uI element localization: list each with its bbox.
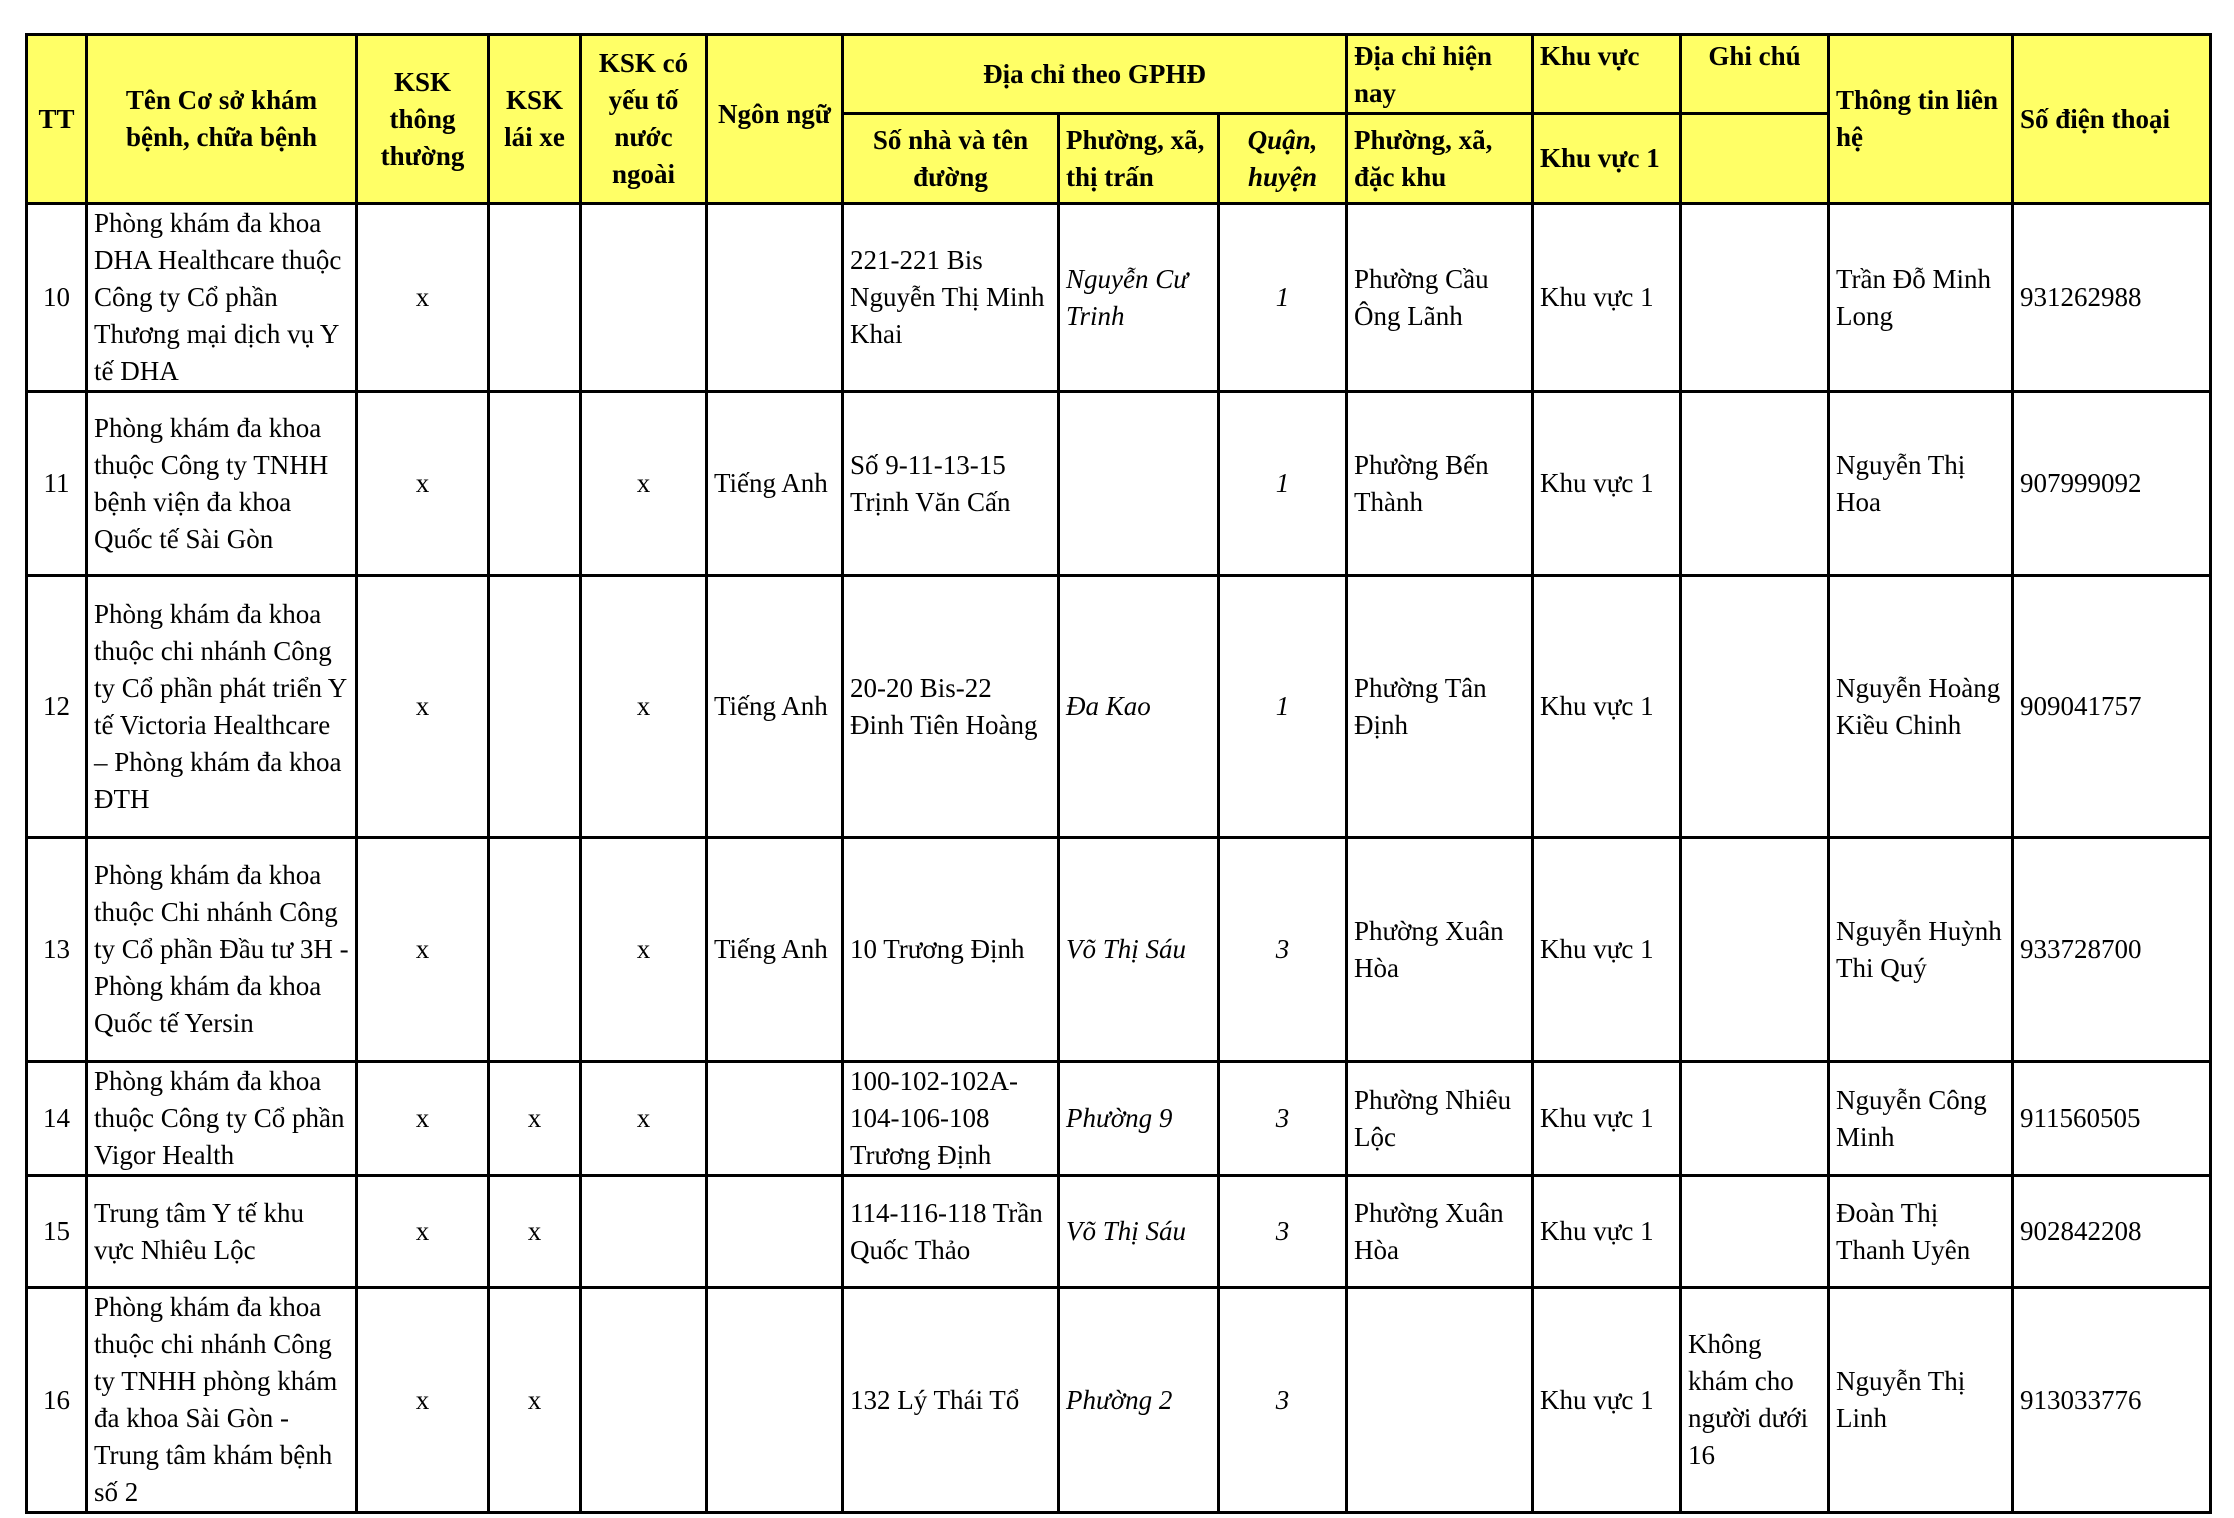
header-ksk-driver: KSK lái xe <box>489 35 581 204</box>
region-cell: Khu vực 1 <box>1533 392 1681 576</box>
table-row <box>27 1062 2211 1176</box>
row-number: 16 <box>27 1288 87 1513</box>
header-phone: Số điện thoại <box>2013 35 2211 204</box>
header-note: Ghi chú <box>1681 35 1829 114</box>
region-cell: Khu vực 1 <box>1533 838 1681 1062</box>
ksk-driver-mark <box>489 204 581 392</box>
ward-cell: Võ Thị Sáu <box>1059 838 1219 1062</box>
ksk-driver-mark <box>489 392 581 576</box>
facility-name: Phòng khám đa khoa thuộc chi nhánh Công ty TNHH phòng khám đa khoa Sài Gòn - Trung tâm khám bệnh số 2 <box>87 1288 357 1513</box>
district-cell: 3 <box>1219 1062 1347 1176</box>
ksk-foreign-mark: x <box>581 392 707 576</box>
street-cell: 114-116-118 Trần Quốc Thảo <box>843 1176 1059 1288</box>
header-ksk-foreign: KSK có yếu tố nước ngoài <box>581 35 707 204</box>
ksk-foreign-mark <box>581 204 707 392</box>
contact-cell: Trần Đỗ Minh Long <box>1829 204 2013 392</box>
street-cell: 100-102-102A-104-106-108 Trương Định <box>843 1062 1059 1176</box>
header-contact: Thông tin liên hệ <box>1829 35 2013 204</box>
region-cell: Khu vực 1 <box>1533 1176 1681 1288</box>
ksk-driver-mark <box>489 576 581 838</box>
street-cell: Số 9-11-13-15 Trịnh Văn Cấn <box>843 392 1059 576</box>
street-cell: 221-221 Bis Nguyễn Thị Minh Khai <box>843 204 1059 392</box>
header-current-ward: Phường, xã, đặc khu <box>1347 114 1533 204</box>
facility-name: Phòng khám đa khoa DHA Healthcare thuộc Công ty Cổ phần Thương mại dịch vụ Y tế DHA <box>87 204 357 392</box>
header-region: Khu vực <box>1533 35 1681 114</box>
ksk-driver-mark <box>489 838 581 1062</box>
ward-cell: Võ Thị Sáu <box>1059 1176 1219 1288</box>
language-cell <box>707 1176 843 1288</box>
language-cell <box>707 1062 843 1176</box>
contact-cell: Nguyễn Thị Linh <box>1829 1288 2013 1513</box>
row-number: 11 <box>27 392 87 576</box>
ksk-normal-mark: x <box>357 576 489 838</box>
ksk-normal-mark: x <box>357 1062 489 1176</box>
note-cell <box>1681 1062 1829 1176</box>
note-cell <box>1681 838 1829 1062</box>
contact-cell: Nguyễn Công Minh <box>1829 1062 2013 1176</box>
table-body <box>27 204 2211 1513</box>
header-note-empty <box>1681 114 1829 204</box>
street-cell: 10 Trương Định <box>843 838 1059 1062</box>
street-cell: 20-20 Bis-22 Đinh Tiên Hoàng <box>843 576 1059 838</box>
row-number: 12 <box>27 576 87 838</box>
current-ward-cell: Phường Cầu Ông Lãnh <box>1347 204 1533 392</box>
current-ward-cell: Phường Xuân Hòa <box>1347 1176 1533 1288</box>
header-street: Số nhà và tên đường <box>843 114 1059 204</box>
language-cell: Tiếng Anh <box>707 838 843 1062</box>
district-cell: 3 <box>1219 838 1347 1062</box>
ksk-foreign-mark: x <box>581 838 707 1062</box>
table-row <box>27 1288 2211 1513</box>
ksk-normal-mark: x <box>357 838 489 1062</box>
header-region-value: Khu vực 1 <box>1533 114 1681 204</box>
ksk-driver-mark: x <box>489 1176 581 1288</box>
ward-cell <box>1059 392 1219 576</box>
region-cell: Khu vực 1 <box>1533 1288 1681 1513</box>
note-cell <box>1681 1176 1829 1288</box>
note-cell: Không khám cho người dưới 16 <box>1681 1288 1829 1513</box>
facility-name: Trung tâm Y tế khu vực Nhiêu Lộc <box>87 1176 357 1288</box>
current-ward-cell: Phường Xuân Hòa <box>1347 838 1533 1062</box>
region-cell: Khu vực 1 <box>1533 576 1681 838</box>
table-row <box>27 1176 2211 1288</box>
region-cell: Khu vực 1 <box>1533 1062 1681 1176</box>
note-cell <box>1681 204 1829 392</box>
row-number: 14 <box>27 1062 87 1176</box>
row-number: 15 <box>27 1176 87 1288</box>
ksk-foreign-mark: x <box>581 1062 707 1176</box>
district-cell: 3 <box>1219 1176 1347 1288</box>
phone-cell: 913033776 <box>2013 1288 2211 1513</box>
district-cell: 1 <box>1219 204 1347 392</box>
ward-cell: Đa Kao <box>1059 576 1219 838</box>
district-cell: 1 <box>1219 576 1347 838</box>
contact-cell: Đoàn Thị Thanh Uyên <box>1829 1176 2013 1288</box>
phone-cell: 931262988 <box>2013 204 2211 392</box>
facility-name: Phòng khám đa khoa thuộc chi nhánh Công ty Cổ phần phát triển Y tế Victoria Healthcare – Phòng khám đa khoa ĐTH <box>87 576 357 838</box>
district-cell: 1 <box>1219 392 1347 576</box>
row-number: 13 <box>27 838 87 1062</box>
table-row <box>27 838 2211 1062</box>
ksk-normal-mark: x <box>357 392 489 576</box>
ksk-normal-mark: x <box>357 204 489 392</box>
ksk-normal-mark: x <box>357 1288 489 1513</box>
ward-cell: Nguyễn Cư Trinh <box>1059 204 1219 392</box>
phone-cell: 909041757 <box>2013 576 2211 838</box>
contact-cell: Nguyễn Thị Hoa <box>1829 392 2013 576</box>
facility-name: Phòng khám đa khoa thuộc Công ty TNHH bệnh viện đa khoa Quốc tế Sài Gòn <box>87 392 357 576</box>
row-number: 10 <box>27 204 87 392</box>
current-ward-cell: Phường Nhiêu Lộc <box>1347 1062 1533 1176</box>
header-ksk-normal: KSK thông thường <box>357 35 489 204</box>
ksk-foreign-mark: x <box>581 576 707 838</box>
language-cell: Tiếng Anh <box>707 576 843 838</box>
ksk-foreign-mark <box>581 1176 707 1288</box>
note-cell <box>1681 576 1829 838</box>
ksk-driver-mark: x <box>489 1288 581 1513</box>
header-ward: Phường, xã, thị trấn <box>1059 114 1219 204</box>
language-cell: Tiếng Anh <box>707 392 843 576</box>
ksk-driver-mark: x <box>489 1062 581 1176</box>
header-facility-name: Tên Cơ sở khám bệnh, chữa bệnh <box>87 35 357 204</box>
facility-table <box>25 33 2212 1514</box>
current-ward-cell: Phường Tân Định <box>1347 576 1533 838</box>
header-address-license: Địa chỉ theo GPHĐ <box>843 35 1347 114</box>
ward-cell: Phường 9 <box>1059 1062 1219 1176</box>
ksk-normal-mark: x <box>357 1176 489 1288</box>
header-language: Ngôn ngữ <box>707 35 843 204</box>
facility-name: Phòng khám đa khoa thuộc Chi nhánh Công ty Cổ phần Đầu tư 3H - Phòng khám đa khoa Quốc tế Yersin <box>87 838 357 1062</box>
region-cell: Khu vực 1 <box>1533 204 1681 392</box>
table-row <box>27 576 2211 838</box>
header-district: Quận, huyện <box>1219 114 1347 204</box>
facility-name: Phòng khám đa khoa thuộc Công ty Cổ phần Vigor Health <box>87 1062 357 1176</box>
phone-cell: 933728700 <box>2013 838 2211 1062</box>
language-cell <box>707 204 843 392</box>
current-ward-cell: Phường Bến Thành <box>1347 392 1533 576</box>
table-row <box>27 392 2211 576</box>
ksk-foreign-mark <box>581 1288 707 1513</box>
district-cell: 3 <box>1219 1288 1347 1513</box>
header-current-address: Địa chỉ hiện nay <box>1347 35 1533 114</box>
ward-cell: Phường 2 <box>1059 1288 1219 1513</box>
phone-cell: 911560505 <box>2013 1062 2211 1176</box>
table-row <box>27 204 2211 392</box>
phone-cell: 907999092 <box>2013 392 2211 576</box>
current-ward-cell <box>1347 1288 1533 1513</box>
contact-cell: Nguyễn Hoàng Kiều Chinh <box>1829 576 2013 838</box>
language-cell <box>707 1288 843 1513</box>
contact-cell: Nguyễn Huỳnh Thi Quý <box>1829 838 2013 1062</box>
street-cell: 132 Lý Thái Tổ <box>843 1288 1059 1513</box>
note-cell <box>1681 392 1829 576</box>
header-tt: TT <box>27 35 87 204</box>
phone-cell: 902842208 <box>2013 1176 2211 1288</box>
